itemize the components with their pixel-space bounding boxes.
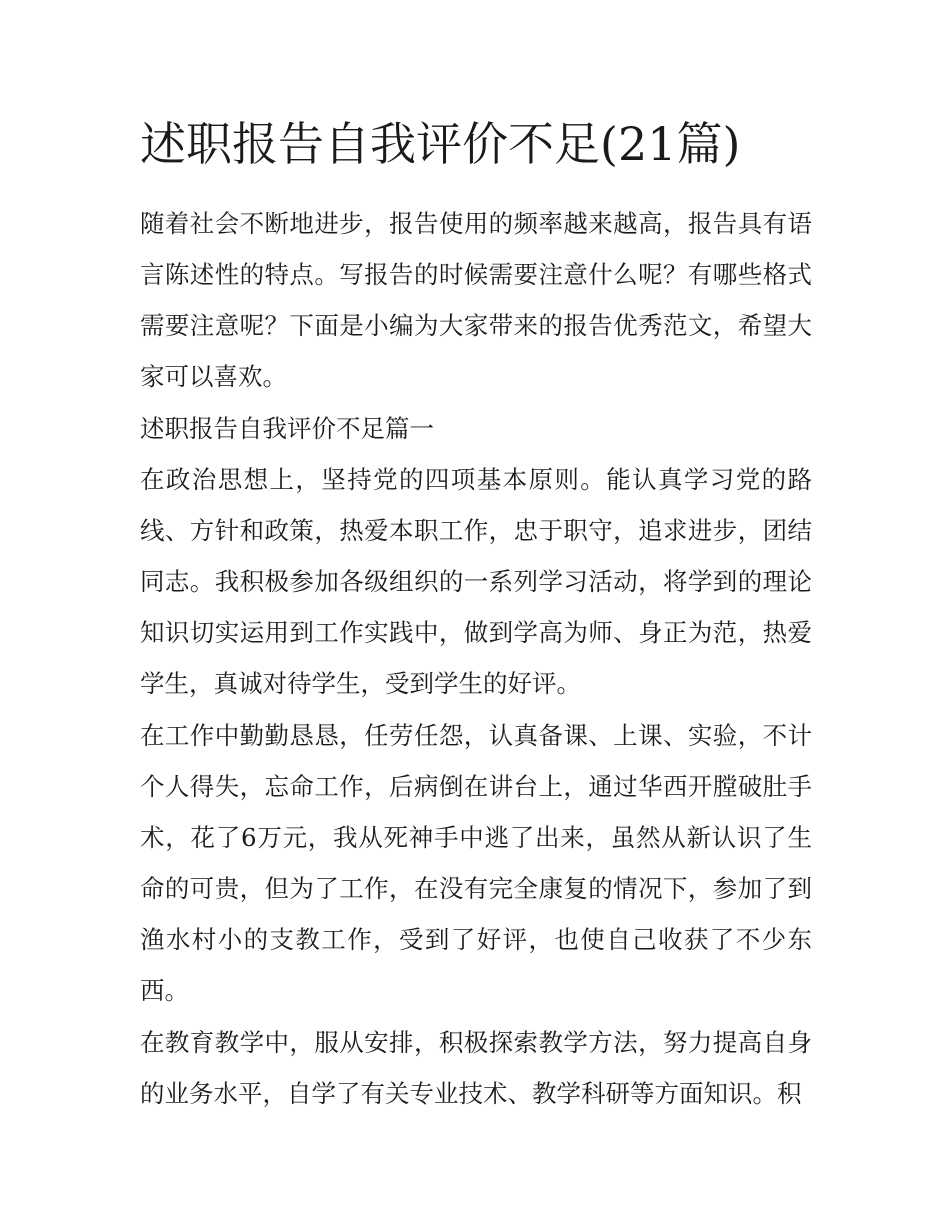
body-paragraph: 在政治思想上，坚持党的四项基本原则。能认真学习党的路线、方针和政策，热爱本职工作，忠于职守，追求进步，团结同志。我积极参加各级组织的一系列学习活动，将学到的理论知识切实运用到工作实践中，做到学高为师、身正为范，热爱学生，真诚对待学生，受到学生的好评。 [140, 465, 812, 698]
body-paragraph: 在工作中勤勤恳恳，任劳任怨，认真备课、上课、实验，不计个人得失，忘命工作，后病倒在讲台上，通过华西开膛破肚手术，花了6万元，我从死神手中逃了出来，虽然从新认识了生命的可贵，但为了工作，在没有完全康复的情况下，参加了到渔水村小的支教工作，受到了好评，也使自己收获了不少东西。 [140, 721, 812, 1005]
document-body [140, 198, 812, 1120]
section-heading: 述职报告自我评价不足篇一 [140, 414, 434, 443]
document-title: 述职报告自我评价不足(21篇) [140, 117, 741, 171]
intro-paragraph: 随着社会不断地进步，报告使用的频率越来越高，报告具有语言陈述性的特点。写报告的时候需要注意什么呢？有哪些格式需要注意呢？下面是小编为大家带来的报告优秀范文，希望大家可以喜欢。 [140, 209, 812, 391]
body-paragraph: 在教育教学中，服从安排，积极探索教学方法，努力提高自身的业务水平，自学了有关专业技术、教学科研等方面知识。积 [140, 1028, 812, 1108]
